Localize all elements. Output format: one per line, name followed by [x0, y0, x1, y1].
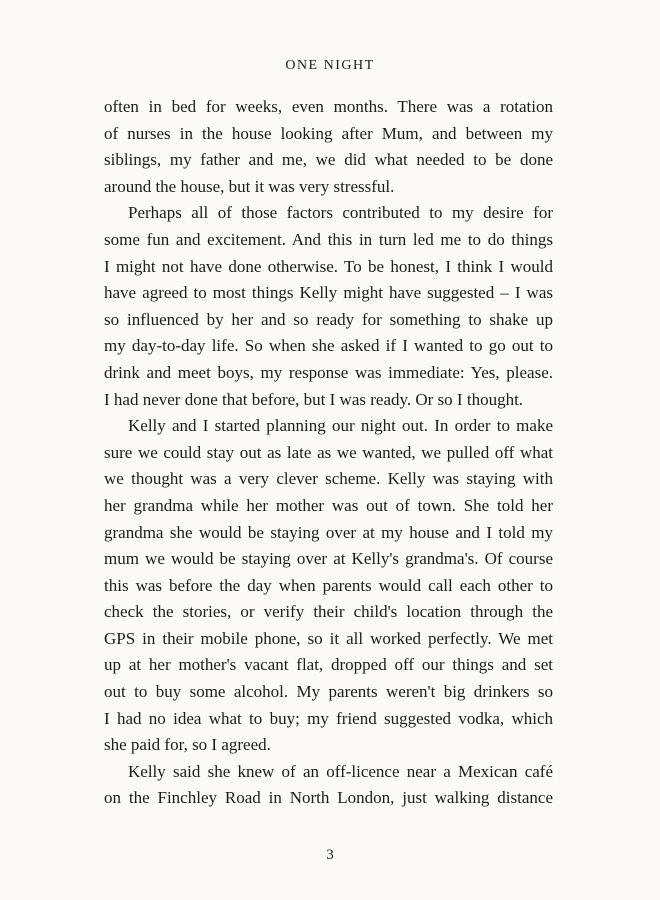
text-line: mum we would be staying over at Kelly's grandma's. Of course: [104, 549, 553, 569]
paragraph-4: [104, 759, 553, 812]
text-line: this was before the day when parents would call each other to: [104, 575, 553, 595]
text-line: often in bed for weeks, even months. There was a rotation: [104, 97, 553, 116]
text-line: so influenced by her and so ready for something to shake up: [104, 309, 553, 329]
text-line: sure we could stay out as late as we wanted, we pulled off what: [104, 442, 553, 462]
text-line: we thought was a very clever scheme. Kelly was staying with: [104, 469, 553, 489]
text-line: around the house, but it was very stressful.: [104, 176, 395, 196]
text-line: Kelly said she knew of an off-licence near a Mexican café: [128, 761, 553, 781]
text-line: on the Finchley Road in North London, just walking distance: [104, 788, 553, 808]
paragraph-1: [104, 94, 553, 200]
text-line: siblings, my father and me, we did what needed to be done: [104, 150, 553, 170]
running-head: ONE NIGHT: [285, 58, 375, 73]
text-line: GPS in their mobile phone, so it all worked perfectly. We met: [104, 628, 553, 648]
text-line: she paid for, so I agreed.: [104, 735, 271, 755]
text-line: some fun and excitement. And this in turn led me to do things: [104, 229, 553, 249]
text-line: Perhaps all of those factors contributed to my desire for: [128, 203, 553, 223]
text-line: up at her mother's vacant flat, dropped off our things and set: [104, 655, 553, 675]
paragraph-3: [104, 413, 553, 759]
text-line: I had never done that before, but I was ready. Or so I thought.: [104, 389, 524, 409]
text-line: grandma she would be staying over at my house and I told my: [104, 522, 553, 542]
text-line: Kelly and I started planning our night out. In order to make: [128, 416, 553, 436]
text-line: drink and meet boys, my response was immediate: Yes, please.: [104, 362, 553, 382]
text-line: I had no idea what to buy; my friend suggested vodka, which: [104, 708, 553, 728]
text-line: have agreed to most things Kelly might have suggested – I was: [104, 283, 553, 303]
text-line: out to buy some alcohol. My parents weren't big drinkers so: [104, 682, 553, 702]
text-line: I might not have done otherwise. To be honest, I think I would: [104, 256, 553, 276]
text-line: my day-to-day life. So when she asked if I wanted to go out to: [104, 336, 553, 356]
text-line: her grandma while her mother was out of town. She told her: [104, 495, 553, 515]
page-number: 3: [326, 847, 334, 863]
paragraph-2: [104, 200, 553, 413]
text-line: check the stories, or verify their child's location through the: [104, 602, 553, 622]
text-line: of nurses in the house looking after Mum, and between my: [104, 123, 553, 143]
body-text: [104, 94, 553, 812]
